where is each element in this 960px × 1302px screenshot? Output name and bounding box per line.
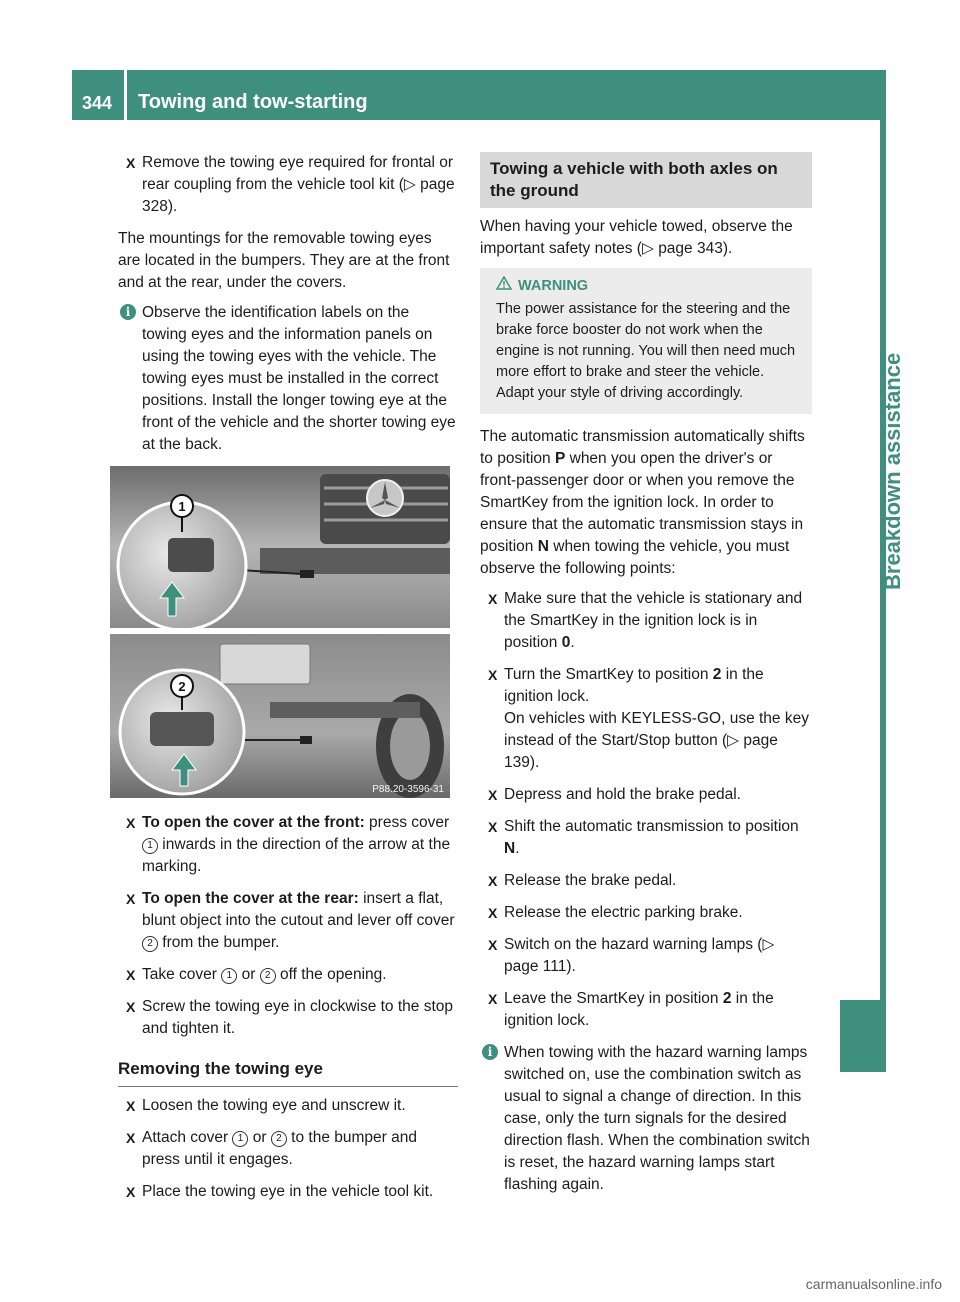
step-remove-towing-eye: X Remove the towing eye required for frontal or rear coupling from the vehicle tool kit (▷ page 328). xyxy=(126,154,455,215)
step-screw-towing-eye: X Screw the towing eye in clockwise to the stop and tighten it. xyxy=(126,998,454,1037)
step-depress-brake: X Depress and hold the brake pedal. xyxy=(480,784,812,806)
header-divider xyxy=(124,70,127,128)
step-release-parking-brake: X Release the electric parking brake. xyxy=(480,902,812,924)
callout-1-inline: 1 xyxy=(232,1131,248,1147)
section-heading: Towing a vehicle with both axles on the ground xyxy=(480,152,812,208)
info-identification-labels: i Observe the identification labels on the towing eyes and the information panels on using the towing eyes with the vehicle. The towing eyes must be installed in the correct positions. Install the longer towing eye at the front of the vehicle and the shorter towing eye at the back. xyxy=(118,302,458,456)
step-leave-smartkey: X Leave the SmartKey in position 2 in the ignition lock. xyxy=(488,990,774,1029)
step-marker-icon: X xyxy=(126,1098,136,1114)
step-open-rear-cover: X To open the cover at the rear: insert a flat, blunt object into the cutout and lever off cover 2 from the bumper. xyxy=(126,890,455,951)
step-marker-icon: X xyxy=(126,891,136,907)
step-release-brake: X Release the brake pedal. xyxy=(480,870,812,892)
svg-text:1: 1 xyxy=(178,499,186,514)
mountings-paragraph: The mountings for the removable towing eyes are located in the bumpers. They are at the front and at the rear, under the covers. xyxy=(118,230,450,291)
step-marker-icon: X xyxy=(488,991,498,1007)
step-take-cover: X Take cover 1 or 2 off the opening. xyxy=(118,964,458,986)
page-title: Towing and tow-starting xyxy=(138,91,368,113)
step-stationary: X Make sure that the vehicle is stationary and the SmartKey in the ignition lock is in position 0. xyxy=(488,590,803,651)
callout-2-inline: 2 xyxy=(260,968,276,984)
step-open-front-cover: X To open the cover at the front: press cover 1 inwards in the direction of the arrow at the marking. xyxy=(126,814,451,875)
page-number: 344 xyxy=(82,93,113,113)
step-marker-icon: X xyxy=(126,999,136,1015)
step-marker-icon: X xyxy=(126,1184,136,1200)
step-turn-smartkey: X Turn the SmartKey to position 2 in the ignition lock. On vehicles with KEYLESS-GO, use the key instead of the Start/Stop button (▷ page 139). xyxy=(480,664,812,774)
step-loosen: X Loosen the towing eye and unscrew it. xyxy=(118,1095,458,1117)
step-marker-icon: X xyxy=(126,815,136,831)
lower-grille xyxy=(260,548,450,574)
step-marker-icon: X xyxy=(488,667,498,683)
side-tab-label: Breakdown assistance xyxy=(880,352,905,590)
keyless-go-note: On vehicles with KEYLESS-GO, use the key instead of the Start/Stop button (▷ page 139). xyxy=(504,710,809,771)
step-shift-neutral: X Shift the automatic transmission to position N. xyxy=(488,818,799,857)
watermark: carmanualsonline.info xyxy=(805,1276,942,1292)
transmission-paragraph: The automatic transmission automatically shifts to position P when you open the driver's or front-passenger door or when you remove the SmartKey from the ignition lock. In order to ensure that the automatic transmission stays in position N when towing the vehicle, you must observe the following points: xyxy=(480,428,805,577)
warning-box xyxy=(480,268,812,414)
step-marker-icon: X xyxy=(488,905,498,921)
info-icon: i xyxy=(482,1044,498,1060)
step-marker-icon: X xyxy=(126,967,136,983)
front-cover-marker xyxy=(300,570,314,578)
removing-towing-eye-heading: Removing the towing eye xyxy=(118,1058,458,1087)
step-marker-icon: X xyxy=(126,1130,136,1146)
step-marker-icon: X xyxy=(488,591,498,607)
step-marker-icon: X xyxy=(488,819,498,835)
info-icon: i xyxy=(120,304,136,320)
intro-paragraph: When having your vehicle towed, observe the important safety notes (▷ page 343). xyxy=(480,218,793,257)
side-tab xyxy=(848,120,905,1000)
step-hazard-lamps: X Switch on the hazard warning lamps (▷ page 111). xyxy=(488,936,775,975)
warning-label: WARNING xyxy=(518,278,589,294)
license-plate-area xyxy=(220,644,310,684)
right-column xyxy=(480,152,812,1206)
callout-2-inline: 2 xyxy=(142,936,158,952)
warning-text: The power assistance for the steering and the brake force booster do not work when the engine is not running. You will then need much more effort to brake and steer the vehicle. Adapt your style of driving accordingly. xyxy=(496,301,796,401)
towing-eye-cover-figure xyxy=(110,466,450,798)
callout-1-inline: 1 xyxy=(221,968,237,984)
step-attach-cover: X Attach cover 1 or 2 to the bumper and press until it engages. xyxy=(126,1129,417,1168)
info-hazard-turn-signals: i When towing with the hazard warning lamps switched on, use the combination switch as usual to signal a change of direction. In this case, only the turn signals for the desired direction flash. When the combination switch is reset, the hazard warning lamps start flashing again. xyxy=(480,1042,812,1196)
warning-triangle-icon xyxy=(496,276,512,297)
step-marker-icon: X xyxy=(488,873,498,889)
callout-1-inline: 1 xyxy=(142,838,158,854)
figure-code: P88.20-3596-31 xyxy=(372,784,444,795)
bumper-illustration xyxy=(110,466,450,798)
left-column xyxy=(118,152,458,1213)
step-marker-icon: X xyxy=(488,937,498,953)
step-place-in-kit: X Place the towing eye in the vehicle tool kit. xyxy=(118,1181,458,1203)
step-marker-icon: X xyxy=(126,155,136,171)
side-tab-block xyxy=(840,1000,886,1072)
callout-2-inline: 2 xyxy=(271,1131,287,1147)
svg-text:2: 2 xyxy=(178,679,186,694)
step-marker-icon: X xyxy=(488,787,498,803)
